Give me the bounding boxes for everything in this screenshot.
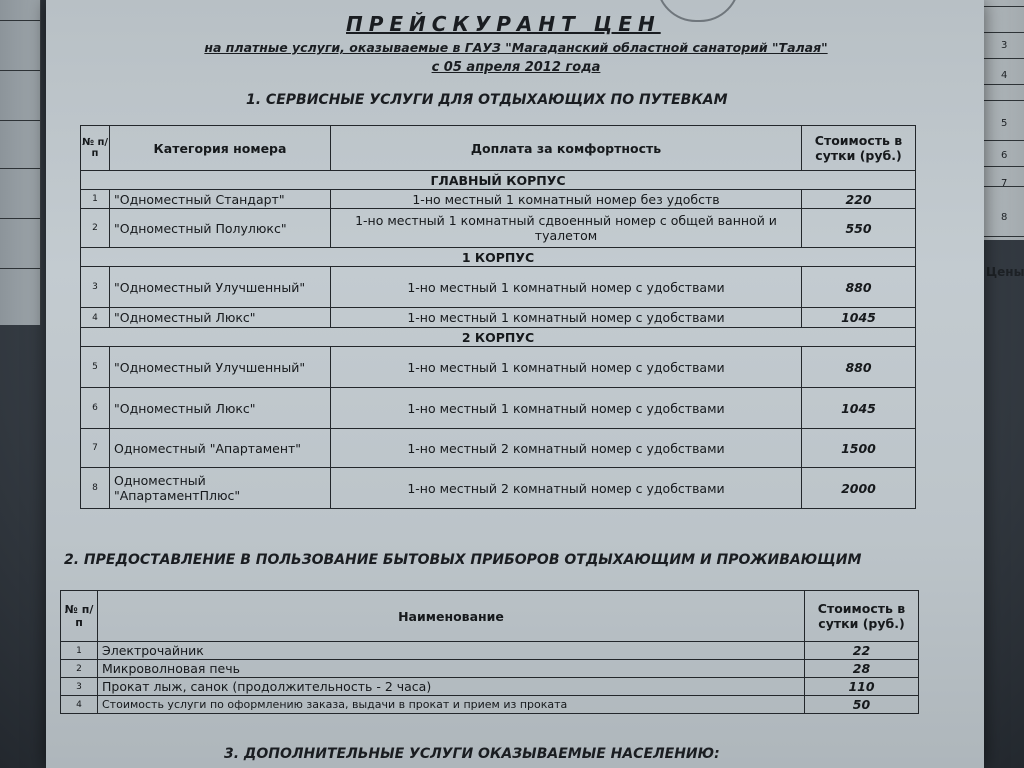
section-1-title: 1. СЕРВИСНЫЕ УСЛУГИ ДЛЯ ОТДЫХАЮЩИХ ПО ПУТЕВКАМ bbox=[246, 92, 728, 108]
right-row-number: 5 bbox=[1001, 118, 1008, 129]
row-price: 880 bbox=[801, 266, 916, 308]
row-comfort: 1-но местный 2 комнатный номер с удобствами bbox=[330, 428, 802, 468]
row-price: 28 bbox=[804, 659, 919, 678]
row-number: 5 bbox=[80, 346, 110, 388]
row-number: 4 bbox=[60, 695, 98, 714]
right-row-number: 4 bbox=[1001, 70, 1008, 81]
row-comfort: 1-но местный 1 комнатный номер с удобствами bbox=[330, 387, 802, 429]
left-sheet bbox=[0, 0, 41, 325]
row-comfort: 1-но местный 1 комнатный номер с удобствами bbox=[330, 266, 802, 308]
row-comfort: 1-но местный 2 комнатный номер с удобствами bbox=[330, 467, 802, 509]
row-number: 8 bbox=[80, 467, 110, 509]
stamp bbox=[656, 0, 740, 22]
row-category: "Одноместный Люкс" bbox=[109, 387, 331, 429]
row-category: "Одноместный Улучшенный" bbox=[109, 346, 331, 388]
row-name: Электрочайник bbox=[97, 641, 805, 660]
row-category: Одноместный "АпартаментПлюс" bbox=[109, 467, 331, 509]
row-price: 1045 bbox=[801, 387, 916, 429]
row-comfort: 1-но местный 1 комнатный номер без удобств bbox=[330, 189, 802, 209]
row-name: Прокат лыж, санок (продолжительность - 2 часа) bbox=[97, 677, 805, 696]
row-price: 110 bbox=[804, 677, 919, 696]
row-number: 7 bbox=[80, 428, 110, 468]
section-3-title: 3. ДОПОЛНИТЕЛЬНЫЕ УСЛУГИ ОКАЗЫВАЕМЫЕ НАСЕЛЕНИЮ: bbox=[224, 746, 720, 762]
table-header-price: Стоимость в сутки (руб.) bbox=[801, 125, 916, 171]
row-price: 2000 bbox=[801, 467, 916, 509]
price-list-sheet bbox=[46, 0, 984, 768]
row-number: 2 bbox=[60, 659, 98, 678]
document-subtitle: на платные услуги, оказываемые в ГАУЗ "Магаданский областной санаторий "Талая" bbox=[204, 40, 828, 55]
row-number: 2 bbox=[80, 208, 110, 248]
row-price: 50 bbox=[804, 695, 919, 714]
table-header-comfort: Доплата за комфортность bbox=[330, 125, 802, 171]
row-number: 1 bbox=[60, 641, 98, 660]
row-number: 6 bbox=[80, 387, 110, 429]
row-name: Микроволновая печь bbox=[97, 659, 805, 678]
row-number: 1 bbox=[80, 189, 110, 209]
row-price: 1045 bbox=[801, 307, 916, 328]
table-header-num: № п/п bbox=[60, 590, 98, 642]
document-date: с 05 апреля 2012 года bbox=[431, 60, 601, 75]
table-group-header: ГЛАВНЫЙ КОРПУС bbox=[80, 170, 916, 190]
table-header-name: Наименование bbox=[97, 590, 805, 642]
table-group-header: 1 КОРПУС bbox=[80, 247, 916, 267]
table-group-header: 2 КОРПУС bbox=[80, 327, 916, 347]
row-category: "Одноместный Улучшенный" bbox=[109, 266, 331, 308]
row-category: "Одноместный Стандарт" bbox=[109, 189, 331, 209]
row-price: 22 bbox=[804, 641, 919, 660]
row-name: Стоимость услуги по оформлению заказа, выдачи в прокат и прием из проката bbox=[97, 695, 805, 714]
row-number: 3 bbox=[60, 677, 98, 696]
right-sheet bbox=[982, 0, 1024, 240]
row-number: 4 bbox=[80, 307, 110, 328]
table-header-num: № п/п bbox=[80, 125, 110, 171]
row-category: "Одноместный Полулюкс" bbox=[109, 208, 331, 248]
row-price: 1500 bbox=[801, 428, 916, 468]
right-row-number: 8 bbox=[1001, 212, 1008, 223]
row-price: 220 bbox=[801, 189, 916, 209]
row-comfort: 1-но местный 1 комнатный номер с удобствами bbox=[330, 307, 802, 328]
table-header-price: Стоимость в сутки (руб.) bbox=[804, 590, 919, 642]
document-title: ПРЕЙСКУРАНТ ЦЕН bbox=[346, 12, 661, 36]
row-comfort: 1-но местный 1 комнатный номер с удобствами bbox=[330, 346, 802, 388]
row-category: Одноместный "Апартамент" bbox=[109, 428, 331, 468]
row-comfort: 1-но местный 1 комнатный сдвоенный номер с общей ванной и туалетом bbox=[330, 208, 802, 248]
right-sheet-caption: Цены bbox=[986, 265, 1024, 279]
row-category: "Одноместный Люкс" bbox=[109, 307, 331, 328]
table-header-category: Категория номера bbox=[109, 125, 331, 171]
right-row-number: 7 bbox=[1001, 178, 1008, 189]
row-number: 3 bbox=[80, 266, 110, 308]
right-row-number: 6 bbox=[1001, 150, 1008, 161]
right-row-number: 3 bbox=[1001, 40, 1008, 51]
section-2-title: 2. ПРЕДОСТАВЛЕНИЕ В ПОЛЬЗОВАНИЕ БЫТОВЫХ ПРИБОРОВ ОТДЫХАЮЩИМ И ПРОЖИВАЮЩИМ bbox=[64, 552, 862, 568]
row-price: 880 bbox=[801, 346, 916, 388]
row-price: 550 bbox=[801, 208, 916, 248]
